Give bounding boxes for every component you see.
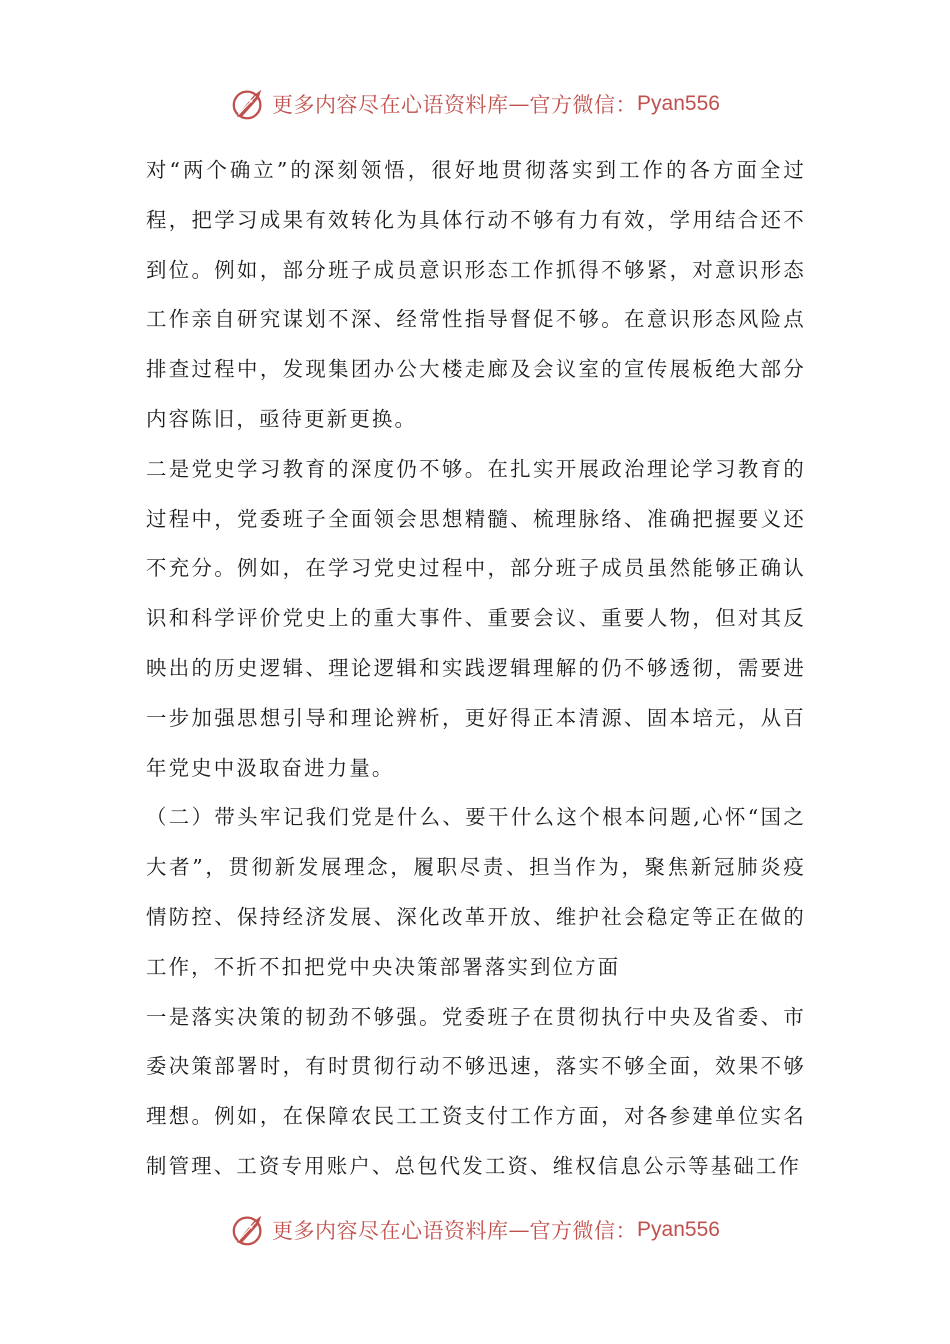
body-paragraph-1: 对“两个确立”的深刻领悟，很好地贯彻落实到工作的各方面全过程，把学习成果有效转化为具体行动不够有力有效，学用结合还不到位。例如，部分班子成员意识形态工作抓得不够紧，对意识形态工作亲自研究谋划不深、经常性指导督促不够。在意识形态风险点排查过程中，发现集团办公大楼走廊及会议室的宣传展板绝大部分内容陈旧，亟待更新更换。 xyxy=(146,158,806,431)
watermark-wechat-label: 官方微信： xyxy=(529,93,638,117)
pen-nib-circle-icon xyxy=(230,1211,268,1249)
pen-nib-circle-icon xyxy=(230,85,268,123)
document-body xyxy=(146,146,806,1192)
watermark-wechat-id: Pyan556 xyxy=(637,92,720,115)
body-paragraph-2: 二是党史学习教育的深度仍不够。在扎实开展政治理论学习教育的过程中，党委班子全面领会思想精髓、梳理脉络、准确把握要义还不充分。例如，在学习党史过程中，部分班子成员虽然能够正确认识和科学评价党史上的重大事件、重要会议、重要人物，但对其反映出的历史逻辑、理论逻辑和实践逻辑理解的仍不够透彻，需要进一步加强思想引导和理论辨析，更好得正本清源、固本培元，从百年党史中汲取奋进力量。 xyxy=(146,456,806,780)
footer-watermark xyxy=(0,1208,950,1252)
header-watermark xyxy=(0,82,950,126)
body-paragraph-4: 一是落实决策的韧劲不够强。党委班子在贯彻执行中央及省委、市委决策部署时，有时贯彻行动不够迅速，落实不够全面，效果不够理想。例如，在保障农民工工资支付工作方面，对各参建单位实名制管理、工资专用账户、总包代发工资、维权信息公示等基础工作 xyxy=(146,1004,806,1178)
watermark-wechat-label: 官方微信： xyxy=(529,1219,638,1243)
watermark-wechat-id: Pyan556 xyxy=(637,1218,720,1241)
watermark-site-text: 更多内容尽在心语资料库 xyxy=(272,1219,509,1243)
watermark-dash: — xyxy=(508,1218,530,1242)
body-paragraph-3: （二）带头牢记我们党是什么、要干什么这个根本问题,心怀“国之大者”，贯彻新发展理念，履职尽责、担当作为，聚焦新冠肺炎疫情防控、保持经济发展、深化改革开放、维护社会稳定等正在做的工作，不折不扣把党中央决策部署落实到位方面 xyxy=(146,805,806,979)
watermark-dash: — xyxy=(508,92,530,116)
watermark-site-text: 更多内容尽在心语资料库 xyxy=(272,93,509,117)
